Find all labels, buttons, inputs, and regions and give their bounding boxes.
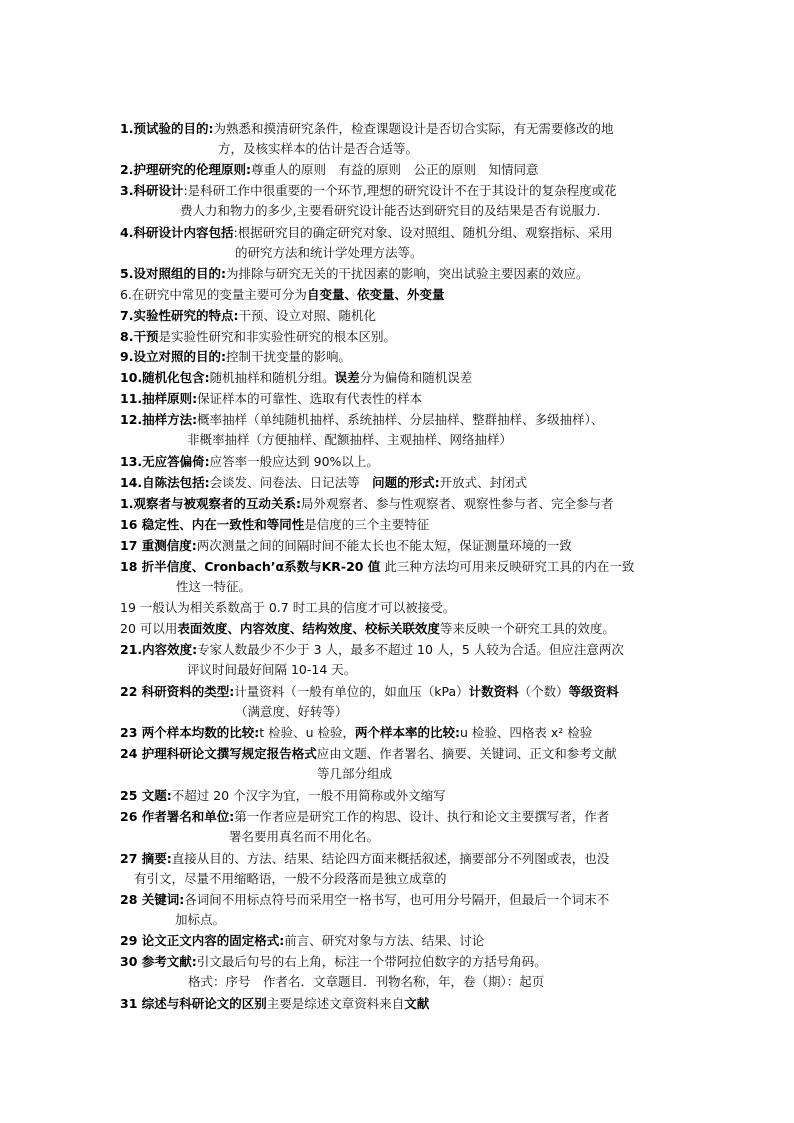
item-31: 31 综述与科研论文的区别主要是综述文章资料来自文献 (120, 996, 430, 1011)
item-25: 25 文题:不超过 20 个汉字为宜，一般不用简称或外文缩写 (120, 788, 446, 803)
item-9: 9.设立对照的目的:控制干扰变量的影响。 (120, 349, 351, 364)
item-29: 29 论文正文内容的固定格式:前言、研究对象与方法、结果、讨论 (120, 933, 485, 948)
item-3: 3.科研设计:是科研工作中很重要的一个环节,理想的研究设计不在于其设计的复杂程度或花 (120, 183, 617, 198)
item-1-cont: 方，及核实样本的估计是否合适等。 (218, 141, 419, 156)
item-7: 7.实验性研究的特点:干预、设立对照、随机化 (120, 308, 376, 323)
item-10: 10.随机化包含:随机抽样和随机分组。误差分为偏倚和随机误差 (120, 370, 473, 385)
item-18: 18 折半信度、Cronbach’α系数与KR-20 值 此三种方法均可用来反映研究工具的内在一致 (120, 559, 635, 574)
item-20: 20 可以用表面效度、内容效度、结构效度、校标关联效度等来反映一个研究工具的效度。 (120, 621, 615, 636)
item-24: 24 护理科研论文撰写规定报告格式应由文题、作者署名、摘要、关键词、正文和参考文献 (120, 746, 617, 761)
item-28-cont: 加标点。 (175, 912, 226, 927)
item-12: 12.抽样方法:概率抽样（单纯随机抽样、系统抽样、分层抽样、整群抽样、多级抽样）、 (120, 412, 604, 427)
item-23: 23 两个样本均数的比较:t 检验、u 检验，两个样本率的比较:u 检验、四格表 x² 检验 (120, 725, 593, 740)
item-11: 11.抽样原则:保证样本的可靠性、选取有代表性的样本 (120, 391, 423, 406)
item-21-cont: 评议时间最好间隔 10-14 天。 (187, 662, 357, 677)
item-26-cont: 署名要用真名而不用化名。 (229, 829, 380, 844)
item-22-cont: （满意度、好转等） (235, 704, 348, 719)
item-1: 1.预试验的目的:为熟悉和摸清研究条件，检查课题设计是否切合实际，有无需要修改的地 (120, 121, 614, 136)
item-2: 2.护理研究的伦理原则:尊重人的原则 有益的原则 公正的原则 知情同意 (120, 162, 539, 177)
item-21: 21.内容效度:专家人数最少不少于 3 人，最多不超过 10 人，5 人较为合适。但应注意两次 (120, 642, 624, 657)
item-12-cont: 非概率抽样（方便抽样、配额抽样、主观抽样、网络抽样） (187, 432, 513, 447)
item-17: 17 重测信度:两次测量之间的间隔时间不能太长也不能太短，保证测量环境的一致 (120, 538, 572, 553)
item-19: 19 一般认为相关系数高于 0.7 时工具的信度才可以被接受。 (120, 600, 456, 615)
item-30: 30 参考文献:引文最后句号的右上角，标注一个带阿拉伯数字的方括号角码。 (120, 954, 547, 969)
item-14: 14.自陈法包括:会谈发、问卷法、日记法等 问题的形式:开放式、封闭式 (120, 475, 528, 490)
item-27-cont: 有引文，尽量不用缩略语，一般不分段落而是独立成章的 (134, 871, 447, 886)
item-28: 28 关键词:各词间不用标点符号而采用空一格书写，也可用分号隔开，但最后一个词末不 (120, 892, 610, 907)
item-27: 27 摘要:直接从目的、方法、结果、结论四方面来概括叙述，摘要部分不列图或表，也没 (120, 851, 610, 866)
item-4-cont: 的研究方法和统计学处理方法等。 (235, 245, 423, 260)
item-5: 5.设对照组的目的:为排除与研究无关的干扰因素的影响，突出试验主要因素的效应。 (120, 266, 589, 281)
item-6: 6.在研究中常见的变量主要可分为自变量、依变量、外变量 (120, 287, 445, 302)
item-26: 26 作者署名和单位:第一作者应是研究工作的构思、设计、执行和论文主要撰写者，作者 (120, 809, 610, 824)
item-22: 22 科研资料的类型:计量资料（一般有单位的，如血压（kPa）计数资料（个数）等级资料 (120, 684, 619, 699)
item-18-cont: 性这一特征。 (176, 579, 252, 594)
item-24-cont: 等几部分组成 (317, 766, 393, 781)
item-8: 8.干预是实验性研究和非实验性研究的根本区别。 (120, 329, 396, 344)
item-13: 13.无应答偏倚:应答率一般应达到 90%以上。 (120, 454, 379, 469)
item-15: 1.观察者与被观察者的互动关系:局外观察者、参与性观察者、观察性参与者、完全参与者 (120, 496, 614, 511)
item-16: 16 稳定性、内在一致性和等同性是信度的三个主要特征 (120, 517, 430, 532)
item-4: 4.科研设计内容包括:根据研究目的确定研究对象、设对照组、随机分组、观察指标、采用 (120, 225, 613, 240)
item-3-cont: 费人力和物力的多少,主要看研究设计能否达到研究目的及结果是否有说服力. (180, 203, 601, 218)
item-30-cont: 格式：序号 作者名．文章题目．刊物名称，年，卷（期）：起页 (188, 974, 545, 989)
